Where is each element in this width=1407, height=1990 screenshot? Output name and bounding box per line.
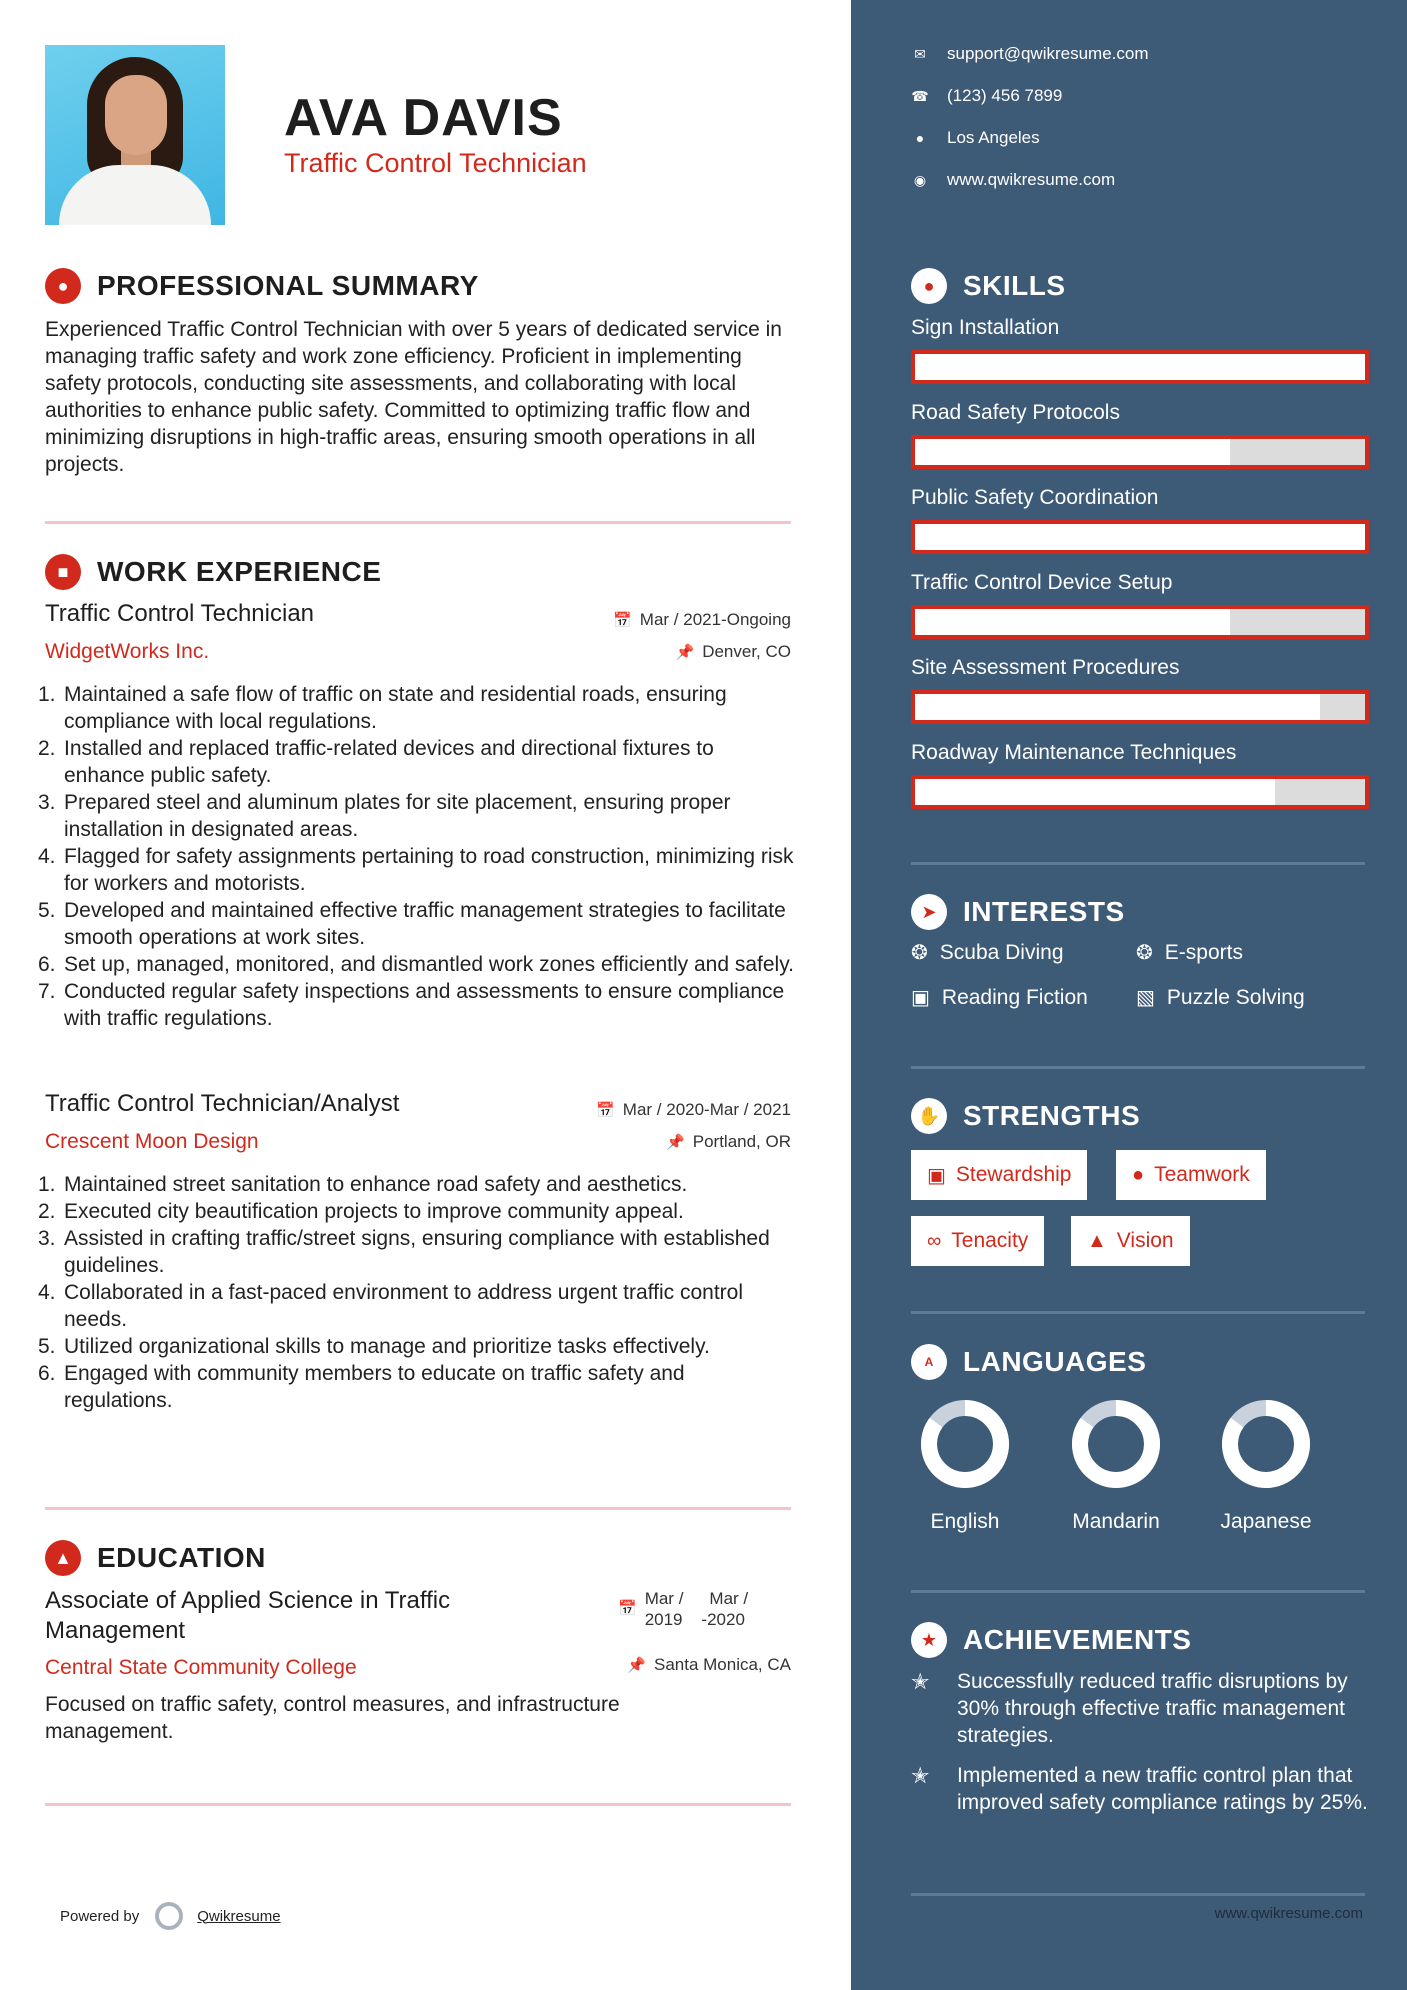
achievement-item: ✭ Successfully reduced traffic disruptions by 30% through effective traffic management strategies. xyxy=(911,1669,1348,1747)
contact-phone[interactable]: ☎ (123) 456 7899 xyxy=(911,86,1063,105)
education-location: 📌 Santa Monica, CA xyxy=(627,1655,791,1674)
section-divider xyxy=(911,1590,1365,1593)
skill-level-bar xyxy=(911,605,1369,639)
skill-label: Sign Installation xyxy=(911,316,1060,339)
skill-label: Road Safety Protocols xyxy=(911,401,1120,424)
duty-item: 2. Executed city beautification projects to improve community appeal. xyxy=(38,1200,684,1223)
achievements-heading: ★ ACHIEVEMENTS xyxy=(911,1622,1191,1658)
experience-heading: ■ WORK EXPERIENCE xyxy=(45,554,381,590)
job-dates: 📅 Mar / 2020-Mar / 2021 xyxy=(596,1100,791,1119)
language-ring xyxy=(1218,1396,1314,1492)
education-dates: 📅 Mar / 2019 Mar / -2020 xyxy=(618,1589,749,1629)
duty-item: 7. Conducted regular safety inspections and assessments to ensure compliance with traffic regulations. xyxy=(38,980,785,1030)
translate-icon: A xyxy=(911,1344,947,1380)
strength-badge: ▣ Stewardship xyxy=(911,1150,1087,1200)
duty-item: 3. Prepared steel and aluminum plates for site placement, ensuring proper installation in designated areas. xyxy=(38,791,731,841)
job-duties xyxy=(38,1171,798,1414)
job-location: 📌 Denver, CO xyxy=(675,642,791,661)
calendar-icon: 📅 xyxy=(618,1600,637,1617)
powered-by: Powered by Qwikresume xyxy=(60,1902,281,1930)
shooting-star-icon: ✭ xyxy=(911,1763,930,1788)
briefcase-icon: ▣ xyxy=(927,1164,946,1187)
duty-item: 6. Engaged with community members to educate on traffic safety and regulations. xyxy=(38,1362,685,1412)
contact-email[interactable]: ✉ support@qwikresume.com xyxy=(911,44,1149,64)
candidate-name: AVA DAVIS xyxy=(284,89,563,147)
summary-text: Experienced Traffic Control Technician with over 5 years of dedicated service in managing traffic safety and work zone efficiency. Proficient in implementing safety protocols, conducting site assessments, and collaborating with local authorities to enhance public safety. Committed to optimizing traffic flow and minimizing disruptions in high-traffic areas, ensuring smooth operations in all projects. xyxy=(45,318,782,476)
languages-heading: A LANGUAGES xyxy=(911,1344,1146,1380)
star-icon: ★ xyxy=(911,1622,947,1658)
duty-item: 4. Collaborated in a fast-paced environment to address urgent traffic control needs. xyxy=(38,1281,743,1331)
skill-level-bar xyxy=(911,350,1369,384)
job-title: Traffic Control Technician/Analyst xyxy=(45,1090,400,1117)
graduate-icon: ▲ xyxy=(45,1540,81,1576)
chair-icon: ■ xyxy=(45,554,81,590)
interest-item: ❂ Scuba Diving xyxy=(911,940,1064,964)
section-divider xyxy=(45,521,791,524)
qwikresume-logo xyxy=(155,1902,183,1930)
footer-website[interactable]: www.qwikresume.com xyxy=(1214,1905,1363,1922)
summary-heading: ● PROFESSIONAL SUMMARY xyxy=(45,268,479,304)
pin-icon: 📌 xyxy=(666,1134,685,1151)
users-icon: ● xyxy=(1132,1163,1145,1186)
skill-label: Traffic Control Device Setup xyxy=(911,571,1173,594)
interest-item: ▧ Puzzle Solving xyxy=(1136,985,1305,1009)
contact-location: ● Los Angeles xyxy=(911,128,1040,148)
language-ring xyxy=(1068,1396,1164,1492)
education-description: Focused on traffic safety, control measures, and infrastructure management. xyxy=(45,1693,620,1743)
profile-photo xyxy=(45,45,225,225)
skill-level-bar xyxy=(911,775,1369,809)
interest-item: ▣ Reading Fiction xyxy=(911,985,1088,1009)
duty-item: 6. Set up, managed, monitored, and dismantled work zones efficiently and safely. xyxy=(38,953,794,976)
gamepad-icon: ▣ xyxy=(911,987,930,1009)
duty-item: 1. Maintained a safe flow of traffic on state and residential roads, ensuring compliance with local regulations. xyxy=(38,683,727,733)
lifebuoy-icon: ❂ xyxy=(911,942,928,964)
job-company: Crescent Moon Design xyxy=(45,1130,259,1153)
job-location: 📌 Portland, OR xyxy=(666,1132,791,1151)
lifebuoy-icon: ❂ xyxy=(1136,942,1153,964)
language-ring xyxy=(917,1396,1013,1492)
skill-level-bar xyxy=(911,690,1369,724)
lightbulb-icon: ● xyxy=(911,268,947,304)
map-pin-icon: ● xyxy=(915,130,925,146)
binoculars-icon: ▲ xyxy=(1087,1229,1107,1252)
duty-item: 5. Developed and maintained effective traffic management strategies to facilitate smooth operations at work sites. xyxy=(38,899,786,949)
book-icon: ▧ xyxy=(1136,987,1155,1009)
skill-label: Site Assessment Procedures xyxy=(911,656,1180,679)
duty-item: 3. Assisted in crafting traffic/street signs, ensuring compliance with established guidelines. xyxy=(38,1227,770,1277)
achievement-item: ✭ Implemented a new traffic control plan that improved safety compliance ratings by 25%. xyxy=(911,1763,1368,1814)
language-label: English xyxy=(930,1510,1000,1533)
sidebar xyxy=(851,0,1407,1990)
qwikresume-link[interactable]: Qwikresume xyxy=(197,1907,281,1925)
section-divider xyxy=(911,1066,1365,1069)
user-icon: ● xyxy=(45,268,81,304)
job-dates: 📅 Mar / 2021-Ongoing xyxy=(613,610,791,629)
job-company: WidgetWorks Inc. xyxy=(45,640,210,663)
duty-item: 4. Flagged for safety assignments pertaining to road construction, minimizing risk for workers and motorists. xyxy=(38,845,794,895)
duty-item: 1. Maintained street sanitation to enhance road safety and aesthetics. xyxy=(38,1173,688,1196)
phone-icon: ☎ xyxy=(911,87,929,104)
interest-item: ❂ E-sports xyxy=(1136,940,1243,964)
strength-badge: ▲ Vision xyxy=(1071,1216,1190,1266)
degree-title: Associate of Applied Science in Traffic Management xyxy=(45,1587,451,1644)
skill-level-bar xyxy=(911,435,1369,469)
job-duties xyxy=(38,681,798,1032)
pin-icon: 📌 xyxy=(675,644,695,661)
skill-level-bar xyxy=(911,520,1369,554)
skill-label: Roadway Maintenance Techniques xyxy=(911,741,1237,764)
link-icon: ∞ xyxy=(927,1229,942,1252)
job-title: Traffic Control Technician xyxy=(45,600,315,627)
duty-item: 5. Utilized organizational skills to manage and prioritize tasks effectively. xyxy=(38,1335,710,1358)
strengths-heading: ✋ STRENGTHS xyxy=(911,1098,1140,1134)
section-divider xyxy=(911,1311,1365,1314)
calendar-icon: 📅 xyxy=(613,612,632,629)
duty-item: 2. Installed and replaced traffic-related devices and directional fixtures to enhance public safety. xyxy=(38,737,714,787)
fist-icon: ✋ xyxy=(911,1098,947,1134)
paper-plane-icon: ➤ xyxy=(911,894,947,930)
section-divider xyxy=(911,862,1365,865)
contact-website[interactable]: ◉ www.qwikresume.com xyxy=(911,170,1115,190)
pin-icon: 📌 xyxy=(627,1657,646,1674)
calendar-icon: 📅 xyxy=(596,1102,615,1119)
language-label: Mandarin xyxy=(1072,1510,1160,1533)
language-label: Japanese xyxy=(1220,1510,1312,1533)
interests-heading: ➤ INTERESTS xyxy=(911,894,1125,930)
section-divider xyxy=(911,1893,1365,1896)
skill-label: Public Safety Coordination xyxy=(911,486,1159,509)
shooting-star-icon: ✭ xyxy=(911,1669,930,1694)
strength-badge: ∞ Tenacity xyxy=(911,1216,1044,1266)
education-heading: ▲ EDUCATION xyxy=(45,1540,266,1576)
skills-heading: ● SKILLS xyxy=(911,268,1066,304)
candidate-role: Traffic Control Technician xyxy=(284,148,587,178)
globe-icon: ◉ xyxy=(913,171,927,188)
section-divider xyxy=(45,1507,791,1510)
envelope-icon: ✉ xyxy=(914,45,926,62)
strength-badge: ● Teamwork xyxy=(1116,1150,1266,1200)
section-divider xyxy=(45,1803,791,1806)
school-name: Central State Community College xyxy=(45,1656,357,1679)
